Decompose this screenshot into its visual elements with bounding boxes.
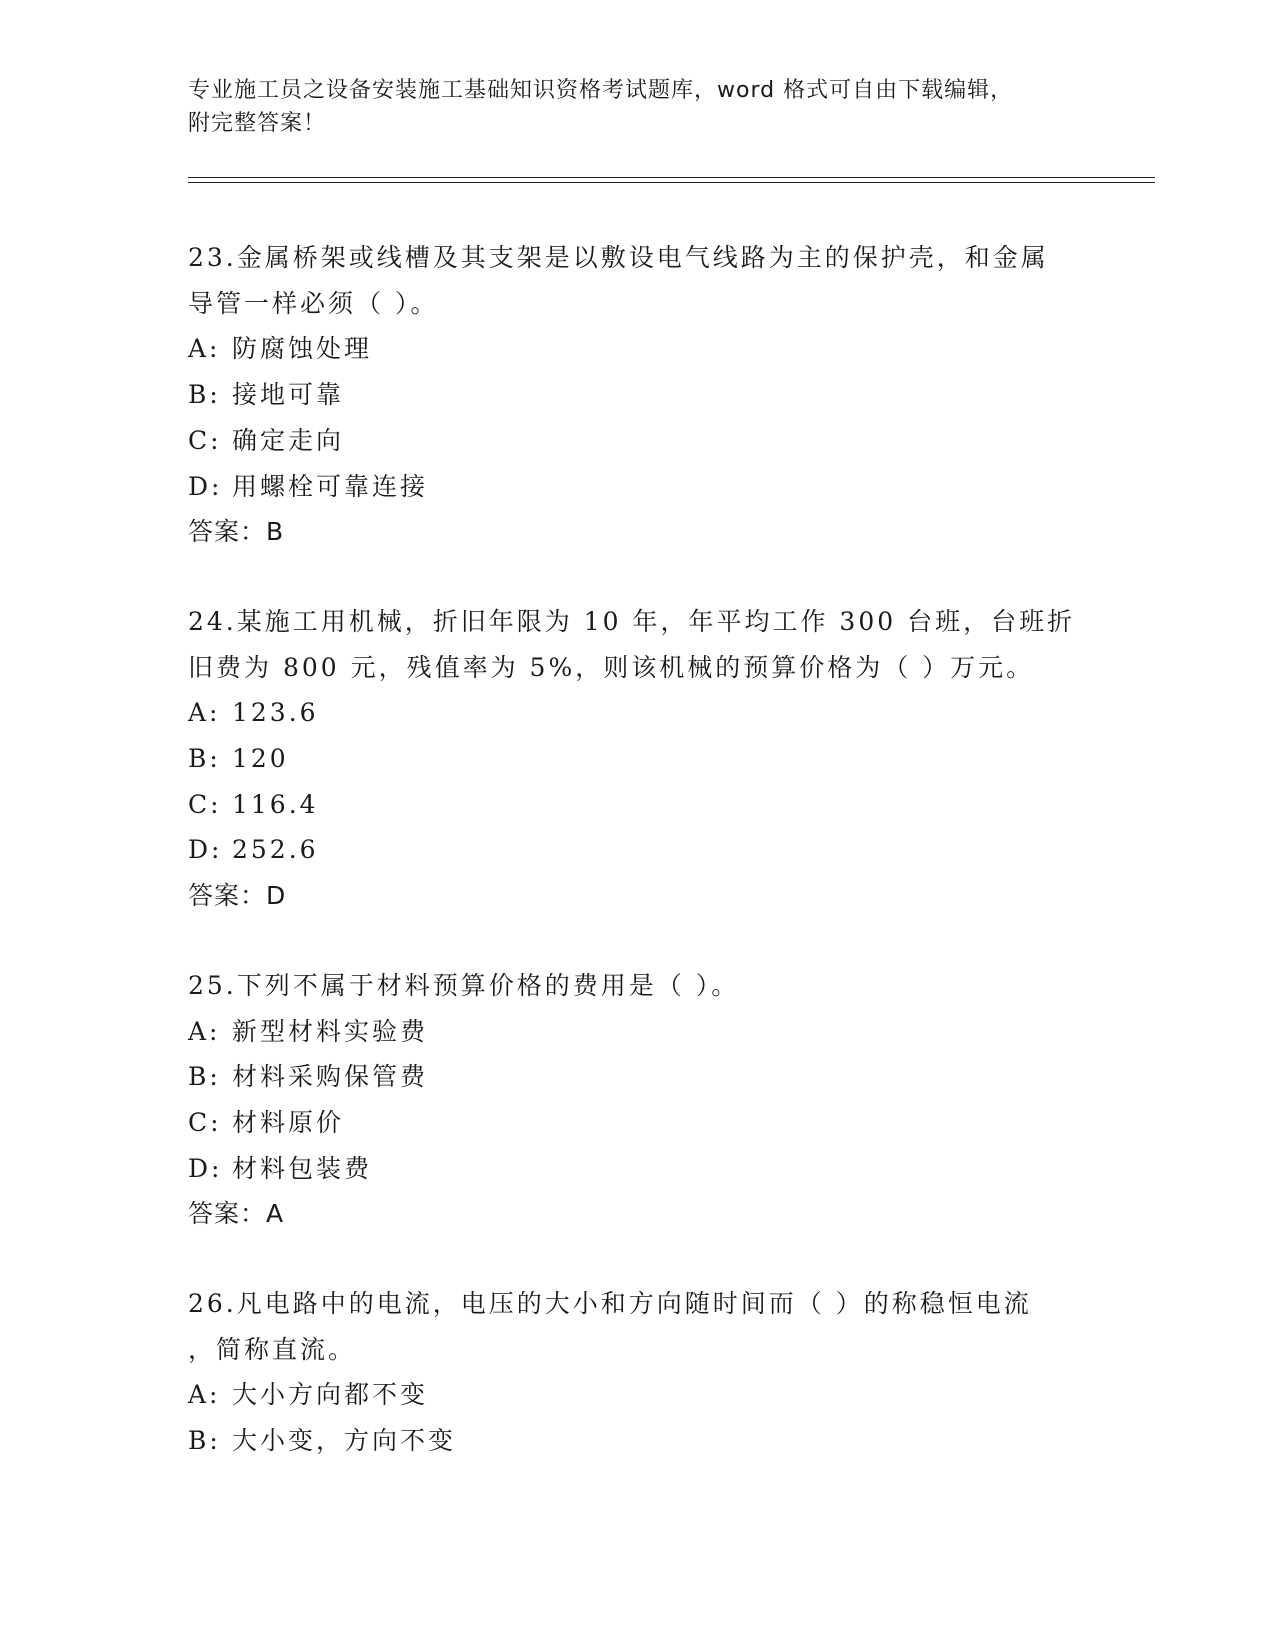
option-text: 防腐蚀处理: [232, 334, 373, 364]
question-item: [188, 963, 1088, 1237]
option-key: D:: [188, 1153, 223, 1183]
answer-option: [188, 372, 1088, 418]
question-stem-line: 导管一样必须（ ）。: [188, 288, 439, 318]
question-item: [188, 1281, 1088, 1464]
answer-option: [188, 326, 1088, 372]
option-key: B:: [188, 744, 221, 774]
option-text: 116.4: [232, 789, 319, 819]
answer-line: 答案：B: [188, 517, 285, 547]
question-list: [188, 235, 1088, 1508]
question-stem-line: 23.金属桥架或线槽及其支架是以敷设电气线路为主的保护壳，和金属: [188, 243, 1049, 272]
answer-line: 答案：D: [188, 881, 287, 911]
answer-option: [188, 1100, 1088, 1146]
option-text: 材料原价: [232, 1107, 345, 1137]
answer-option: [188, 1146, 1088, 1192]
option-text: 用螺栓可靠连接: [232, 471, 429, 501]
option-key: D:: [188, 835, 223, 865]
answer-option: [188, 464, 1088, 510]
document-header: [188, 74, 1088, 140]
answer-line: 答案：A: [188, 1199, 285, 1229]
question-stem-line: 24.某施工用机械，折旧年限为 10 年，年平均工作 300 台班，台班折: [188, 606, 1076, 636]
option-key: B:: [188, 1426, 221, 1456]
question-stem-line: ，简称直流。: [188, 1334, 357, 1364]
header-divider-bottom: [188, 182, 1155, 183]
answer-option: [188, 690, 1088, 736]
header-line-1: 专业施工员之设备安装施工基础知识资格考试题库，word 格式可自由下载编辑，: [188, 78, 1014, 103]
option-key: C:: [188, 789, 222, 819]
question-stem-line: 26.凡电路中的电流，电压的大小和方向随时间而（ ）的称稳恒电流: [188, 1289, 1032, 1319]
option-key: B:: [188, 380, 221, 410]
option-key: A:: [188, 1380, 221, 1410]
option-key: C:: [188, 425, 222, 455]
option-text: 新型材料实验费: [232, 1016, 429, 1046]
option-key: A:: [188, 334, 221, 364]
option-key: C:: [188, 1107, 222, 1137]
option-text: 接地可靠: [232, 380, 345, 410]
answer-option: [188, 1054, 1088, 1100]
header-line-2: 附完整答案！: [188, 111, 327, 136]
answer-option: [188, 1009, 1088, 1055]
option-text: 大小方向都不变: [232, 1380, 429, 1410]
option-key: A:: [188, 698, 221, 728]
option-text: 123.6: [232, 698, 319, 728]
option-text: 大小变，方向不变: [232, 1426, 457, 1456]
question-item: [188, 599, 1088, 919]
question-item: [188, 235, 1088, 555]
option-text: 确定走向: [232, 425, 345, 455]
option-key: B:: [188, 1062, 221, 1092]
option-text: 材料包装费: [232, 1153, 373, 1183]
header-divider-top: [188, 177, 1155, 178]
answer-option: [188, 736, 1088, 782]
option-key: A:: [188, 1016, 221, 1046]
question-stem-line: 25.下列不属于材料预算价格的费用是（ ）。: [188, 970, 740, 1000]
option-key: D:: [188, 471, 223, 501]
question-stem-line: 旧费为 800 元，残值率为 5%，则该机械的预算价格为（ ）万元。: [188, 652, 1035, 682]
option-text: 材料采购保管费: [232, 1062, 429, 1092]
answer-option: [188, 1418, 1088, 1464]
option-text: 120: [232, 744, 289, 774]
answer-option: [188, 1372, 1088, 1418]
answer-option: [188, 418, 1088, 464]
answer-option: [188, 782, 1088, 828]
answer-option: [188, 827, 1088, 873]
option-text: 252.6: [232, 835, 319, 865]
